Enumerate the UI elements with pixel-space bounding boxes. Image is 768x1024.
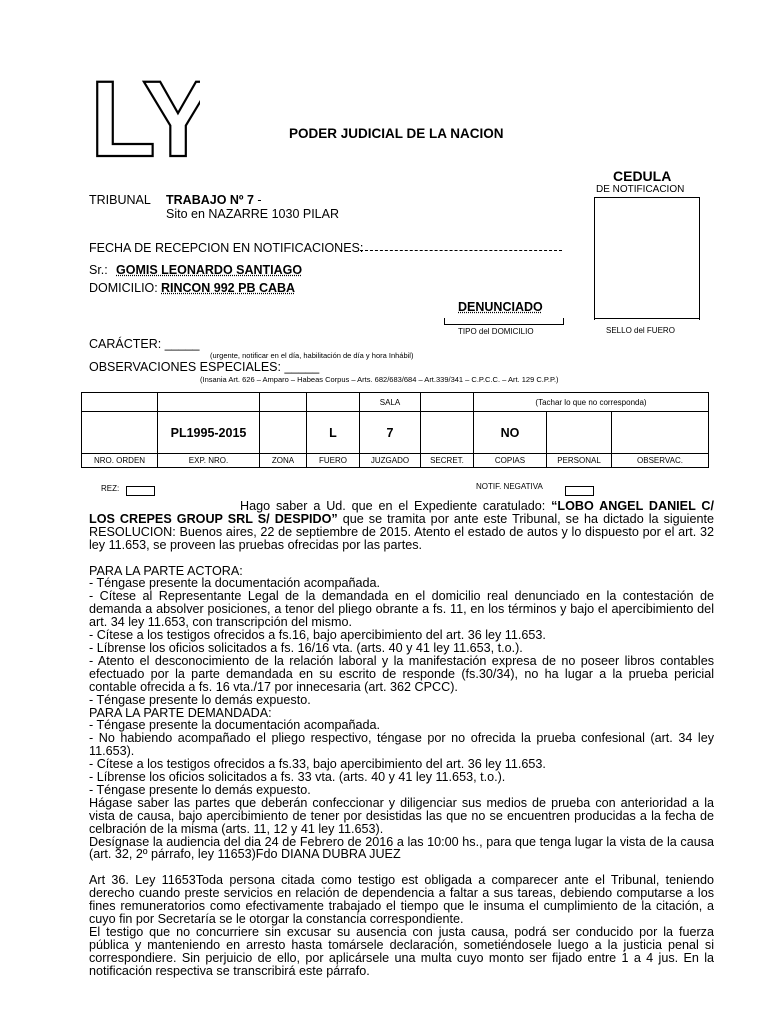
body-paragraph: PARA LA PARTE ACTORA: bbox=[89, 563, 243, 578]
rez-checkbox[interactable] bbox=[126, 486, 155, 496]
grid-cell bbox=[421, 412, 474, 454]
caracter-label-text: CARÁCTER: bbox=[89, 337, 162, 351]
body-paragraph: - Atento el desconocimiento de la relación laboral y la manifestación expresa de no poseer libros contables efectuado por la parte demandada en su escrito de responde (fs.30/34), no ha lugar a la prueba pericial contable ofrecida a fs. 16 vta./17 por innecesaria (art. 362 CPCC). bbox=[89, 653, 714, 694]
exp-value: PL1995-2015 bbox=[158, 412, 260, 454]
sala-label: SALA bbox=[360, 393, 421, 412]
header-fuero: FUERO bbox=[307, 454, 360, 468]
fuero-value: L bbox=[307, 412, 360, 454]
observaciones-note: (Insania Art. 626 – Amparo – Habeas Corpus – Arts. 682/683/684 – Art.339/341 – C.P.C.C. – Art. 129 C.P.P.) bbox=[200, 375, 559, 384]
tribunal-label: TRIBUNAL bbox=[89, 193, 151, 207]
intro-paragraph bbox=[89, 500, 714, 552]
header-exp-nro: EXP. NRO. bbox=[158, 454, 260, 468]
juzgado-value: 7 bbox=[360, 412, 421, 454]
spacer bbox=[89, 552, 714, 565]
grid-cell bbox=[547, 412, 612, 454]
observaciones-label bbox=[89, 360, 319, 374]
header-zona: ZONA bbox=[260, 454, 307, 468]
domicilio-value: RINCON 992 PB CABA bbox=[161, 281, 296, 295]
body-paragraph: - No habiendo acompañado el pliego respectivo, téngase por no ofrecida la prueba confesional (art. 34 ley 11.653). bbox=[89, 731, 714, 759]
caracter-label bbox=[89, 337, 199, 351]
body-paragraph: Desígnase la audiencia del dia 24 de Febrero de 2016 a las 10:00 hs., para que tenga lugar la vista de la causa (art. 32, 2º párrafo, ley 11653)Fdo DIANA DUBRA JUEZ bbox=[89, 834, 714, 862]
resolution-text bbox=[89, 500, 714, 978]
cedula-subtitle: DE NOTIFICACION bbox=[596, 184, 685, 195]
grid-cell bbox=[158, 393, 260, 412]
body-paragraph: - Téngase presente lo demás expuesto. bbox=[89, 782, 311, 797]
grid-header-row bbox=[82, 454, 709, 468]
grid-cell bbox=[260, 412, 307, 454]
body-paragraph: - Cítese a los testigos ofrecidos a fs.16, bajo apercibimiento del art. 36 ley 11.653. bbox=[89, 628, 546, 643]
sello-line bbox=[594, 318, 700, 319]
sr-label: Sr.: bbox=[89, 263, 108, 277]
grid-cell bbox=[82, 412, 158, 454]
body-paragraph: PARA LA PARTE DEMANDADA: bbox=[89, 705, 272, 720]
grid-cell bbox=[612, 412, 709, 454]
copias-value: NO bbox=[474, 412, 547, 454]
intro-text: Hago saber a Ud. que en el Expediente caratulado: bbox=[240, 499, 552, 513]
header-observac: OBSERVAC. bbox=[612, 454, 709, 468]
notif-negativa-checkbox[interactable] bbox=[565, 486, 594, 496]
page-title: PODER JUDICIAL DE LA NACION bbox=[289, 126, 504, 141]
grid-top-row bbox=[82, 393, 709, 412]
domicilio-label: DOMICILIO: bbox=[89, 281, 158, 295]
cedula-title: CEDULA bbox=[613, 168, 672, 184]
svg-text:LY: LY bbox=[90, 70, 200, 162]
header-personal: PERSONAL bbox=[547, 454, 612, 468]
tribunal-name: TRABAJO Nº 7 bbox=[166, 193, 254, 207]
body-paragraph: - Cítese a los testigos ofrecidos a fs.33, bajo apercibimiento del art. 36 ley 11.653. bbox=[89, 757, 546, 772]
ly-logo bbox=[90, 70, 200, 165]
fecha-field[interactable] bbox=[360, 250, 562, 251]
tribunal-dash: - bbox=[257, 193, 262, 207]
header-juzgado: JUZGADO bbox=[360, 454, 421, 468]
observaciones-value: _____ bbox=[284, 360, 320, 374]
caracter-note: (urgente, notificar en el día, habilitación de día y hora Inhábil) bbox=[210, 351, 414, 360]
art36-paragraph: Art 36. Ley 11653Toda persona citada como testigo est obligada a comparecer ante el Tribunal, teniendo derecho cuando preste servicios en relación de dependencia a faltar a sus tareas, debiendo computarse a los fines remuneratorios como efectivamente trabajado el tiempo que le insuma el cumplimiento de la citación, a cuyo fin por Secretaría se le otorgar la constancia correspondiente. bbox=[89, 873, 714, 926]
body-paragraph: - Líbrense los oficios solicitados a fs. 16/16 vta. (arts. 40 y 41 ley 11.653, t.o.). bbox=[89, 640, 523, 655]
intro-text-2: que se tramita por ante este Tribunal, se ha dictado la siguiente RESOLUCION: Buenos aires, 22 de septiembre de 2015. Atento el estado de autos y lo dispuesto por el art. 32 ley 11.653, se proveen las pruebas ofrecidas por las partes. bbox=[89, 511, 714, 552]
fecha-label: FECHA DE RECEPCION EN NOTIFICACIONES: bbox=[89, 241, 364, 255]
caracter-value: _____ bbox=[164, 337, 200, 351]
notif-negativa-label: NOTIF. NEGATIVA bbox=[476, 482, 543, 491]
header-secret: SECRET. bbox=[421, 454, 474, 468]
header-nro-orden: NRO. ORDEN bbox=[82, 454, 158, 468]
body-paragraph: Hágase saber las partes que deberán confeccionar y diligenciar sus medios de prueba con anterioridad a la vista de causa, bajo apercibimiento de tener por desistidas las que no se encuentren producidas a la fecha de celbración de la misma (arts. 11, 12 y 41 ley 11.653). bbox=[89, 795, 714, 836]
header-copias: COPIAS bbox=[474, 454, 547, 468]
art36-paragraph: El testigo que no concurriere sin excusar su ausencia con justa causa, podrá ser conducido por la fuerza pública y manteniendo en arresto hasta tomársele declaración, sometiéndosele luego a la justicia penal si correspondiere. Sin perjuicio de ello, por aplicársele una multa cuyo monto ser fijado entre 1 a 4 jus. En la notificación respectiva se transcribirá este párrafo. bbox=[89, 924, 714, 978]
ly-logo-graphic bbox=[90, 70, 200, 162]
observaciones-label-text: OBSERVACIONES ESPECIALES: bbox=[89, 360, 281, 374]
body-paragraph: - Líbrense los oficios solicitados a fs. 33 vta. (arts. 40 y 41 ley 11.653, t.o.). bbox=[89, 770, 506, 785]
grid-cell bbox=[260, 393, 307, 412]
caratula: “LOBO ANGEL DANIEL C/ LOS CREPES GROUP SRL S/ DESPIDO” bbox=[89, 499, 714, 526]
tipo-domicilio-label: TIPO del DOMICILIO bbox=[458, 327, 534, 336]
sr-value: GOMIS LEONARDO SANTIAGO bbox=[116, 263, 303, 277]
sello-box bbox=[594, 197, 700, 320]
rez-label: REZ: bbox=[101, 484, 120, 493]
body-paragraph: - Téngase presente lo demás expuesto. bbox=[89, 692, 311, 707]
tribunal-address: Sito en NAZARRE 1030 PILAR bbox=[166, 207, 339, 221]
body-paragraph: - Cítese al Representante Legal de la demandada en el domicilio real denunciado en la contestación de demanda a absolver posiciones, a tenor del pliego obrante a fs. 11, en los términos y bajo el apercibimiento del art. 34 ley 11.653, con transcripción del mismo. bbox=[89, 589, 714, 630]
grid-cell bbox=[307, 393, 360, 412]
grid-cell bbox=[82, 393, 158, 412]
tribunal-value bbox=[166, 193, 262, 207]
grid-value-row bbox=[82, 412, 709, 454]
tachar-label: (Tachar lo que no corresponda) bbox=[474, 393, 709, 412]
body-paragraph: - Téngase presente la documentación acompañada. bbox=[89, 718, 381, 733]
expediente-table bbox=[81, 392, 709, 468]
tipo-domicilio-bracket bbox=[444, 318, 564, 325]
grid-cell bbox=[421, 393, 474, 412]
body-paragraph: - Téngase presente la documentación acompañada. bbox=[89, 576, 381, 591]
sello-label: SELLO del FUERO bbox=[606, 326, 675, 335]
tipo-domicilio-value: DENUNCIADO bbox=[458, 300, 543, 314]
